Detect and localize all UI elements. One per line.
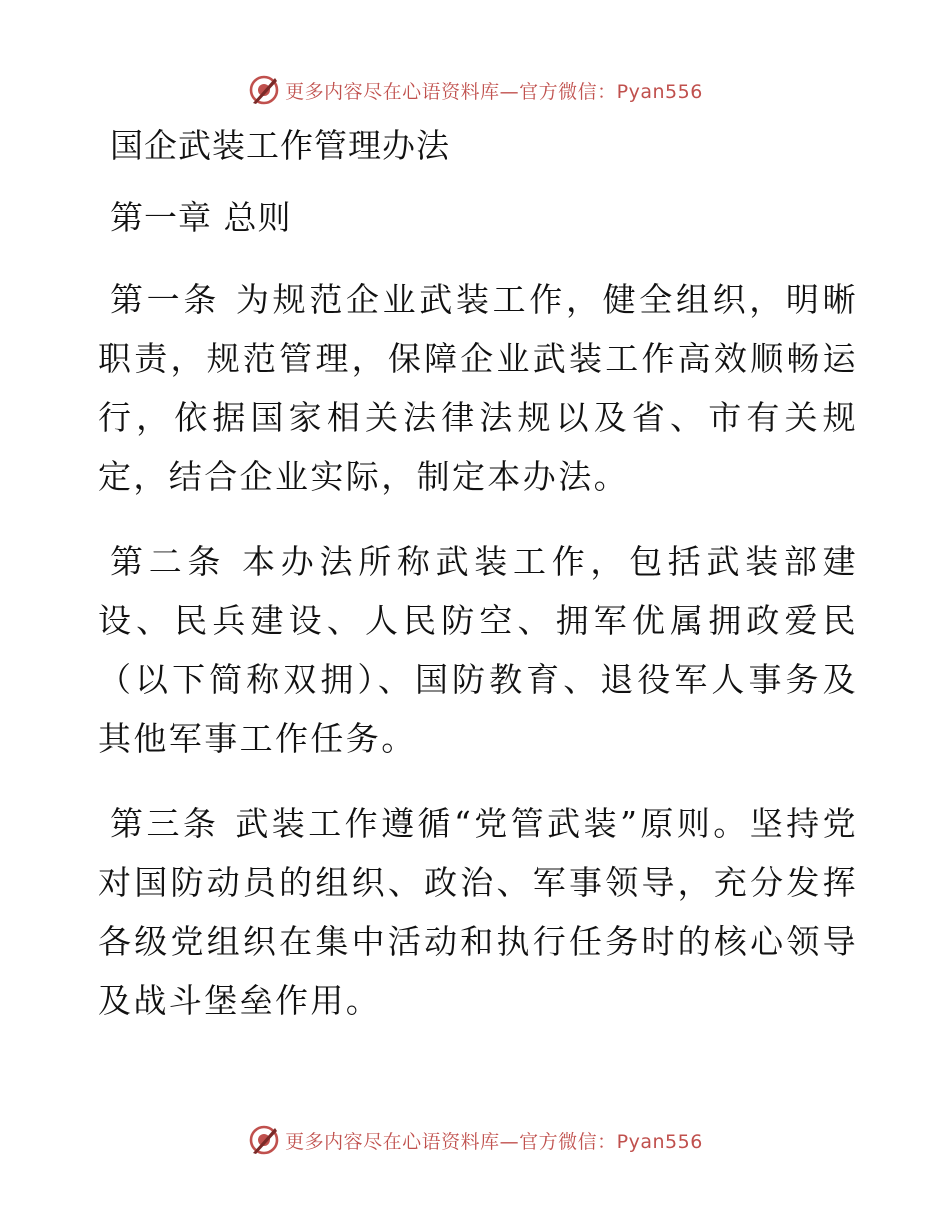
article-text: 本办法所称武装工作，包括武装部建设、民兵建设、人民防空、拥军优属拥政爱民（以下简称双拥）、国防教育、退役军人事务及其他军事工作任务。 [98,542,859,758]
chapter-heading: 第一章 总则 [110,198,292,237]
document-title: 国企武装工作管理办法 [110,126,450,165]
article-number: 第二条 [110,542,227,581]
watermark-text: 更多内容尽在心语资料库—官方微信：Pyan556 [285,1130,703,1153]
article-2 [98,532,858,768]
article-text: 武装工作遵循“党管武装”原则。坚持党对国防动员的组织、政治、军事领导，充分发挥各级党组织在集中活动和执行任务时的核心领导及战斗堡垒作用。 [98,804,858,1020]
footer-watermark [0,1120,950,1160]
quill-logo-icon [247,73,281,107]
header-watermark [0,70,950,110]
article-3 [98,794,858,1030]
watermark-text: 更多内容尽在心语资料库—官方微信：Pyan556 [285,80,703,103]
article-number: 第三条 [110,804,220,843]
document-body [98,120,858,1030]
article-1 [98,270,858,506]
article-number: 第一条 [110,280,220,319]
quill-logo-icon [247,1123,281,1157]
article-text: 为规范企业武装工作，健全组织，明晰职责，规范管理，保障企业武装工作高效顺畅运行，依据国家相关法律法规以及省、市有关规定，结合企业实际，制定本办法。 [98,280,858,496]
